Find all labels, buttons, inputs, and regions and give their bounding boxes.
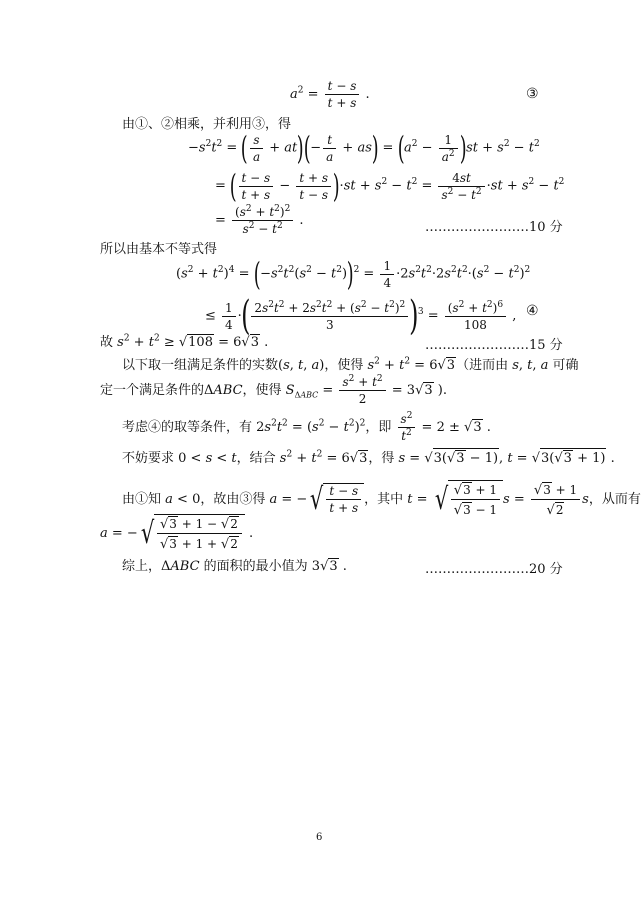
equation-3: $a^2$ = $\frac{t - s}{t + s}$ .	[290, 79, 370, 110]
text-line-11: 定一个满足条件的ΔABC，使得 $S_{\Delta ABC}$ = $\frac{s^2 + t^2}{2}$ = 3√3 ).	[100, 374, 447, 406]
equation-line-7: $(s^2 + t^2)^4 = (-s^2t^2(s^2 - t^2))^2$ = $\frac{1}{4}$ $\cdot 2s^2t^2\cdot 2s^2t^2\cdot(s^2 - t^2)^2$	[176, 255, 531, 293]
equation-line-9: 故 $s^2 + t^2 \ge √108 = 6√3$ .	[100, 333, 269, 350]
text-line-16: 综上，ΔABC 的面积的最小值为 3√3 .	[122, 559, 347, 574]
equation-line-4: = ( $\frac{t - s}{t + s}$ − $\frac{t + s}{t - s}$ )$\cdot st + s^2 - t^2$ = $\frac{4st}{s^2 - t^2}$ $\cdot st + s^2 - t^2$	[215, 167, 565, 205]
equation-line-8: ≤ $\frac{1}{4}$ ·( $\frac{2s^2t^2 + 2s^2t^2 + (s^2 - t^2)^2}{3}$ )$^3$ = $\frac{(s^2 + t^2)^6}{108}$ ,	[205, 293, 517, 339]
text-line-inequality: 所以由基本不等式得	[100, 242, 218, 257]
equation-marker-4: ④	[526, 303, 539, 319]
text-line-13: 不妨要求 0 < s < t，结合 $s^2 + t^2 = 6√3$，得 s = √3(√3 − 1), t = √3(√3 + 1) .	[122, 449, 615, 466]
score-20: ……………………20 分	[425, 562, 563, 577]
equation-marker-3: ③	[526, 86, 539, 102]
text-line-10: 以下取一组满足条件的实数(s, t, a)，使得 $s^2 + t^2 = 6√3$（进而由 s, t, a 可确	[122, 356, 579, 373]
text-line-15: a = −√ $\frac{√3 + 1 - √2}{√3 + 1 + √2}$ .	[100, 515, 254, 552]
text-line-14: 由①知 a < 0，故由③得 a = −√ $\frac{t - s}{t + s}$ ，其中 t = √ $\frac{√3 + 1}{√3 - 1}$ s = $\frac{√3 + 1}{√2}$ s，从而有	[122, 481, 641, 518]
equation-line-3: $-s^2t^2$ = ( $\frac{s}{a}$ + at)(− $\frac{t}{a}$ + $as) = (a^2$ − $\frac{1}{a^2}$ )$st + s^2 - t^2$	[188, 129, 540, 167]
score-10: ……………………10 分	[425, 220, 563, 235]
equation-line-5: = $\frac{(s^2 + t^2)^2}{s^2 - t^2}$ .	[215, 204, 304, 236]
score-15: ……………………15 分	[425, 338, 563, 353]
text-line-12: 考虑④的取等条件，有 $2s^2t^2 = (s^2 - t^2)^2$，即 $\frac{s^2}{t^2}$ = 2 ± √3 .	[122, 411, 491, 443]
text-line-multiply: 由①、②相乘，并利用③，得	[122, 117, 292, 132]
page-number: 6	[316, 832, 323, 843]
